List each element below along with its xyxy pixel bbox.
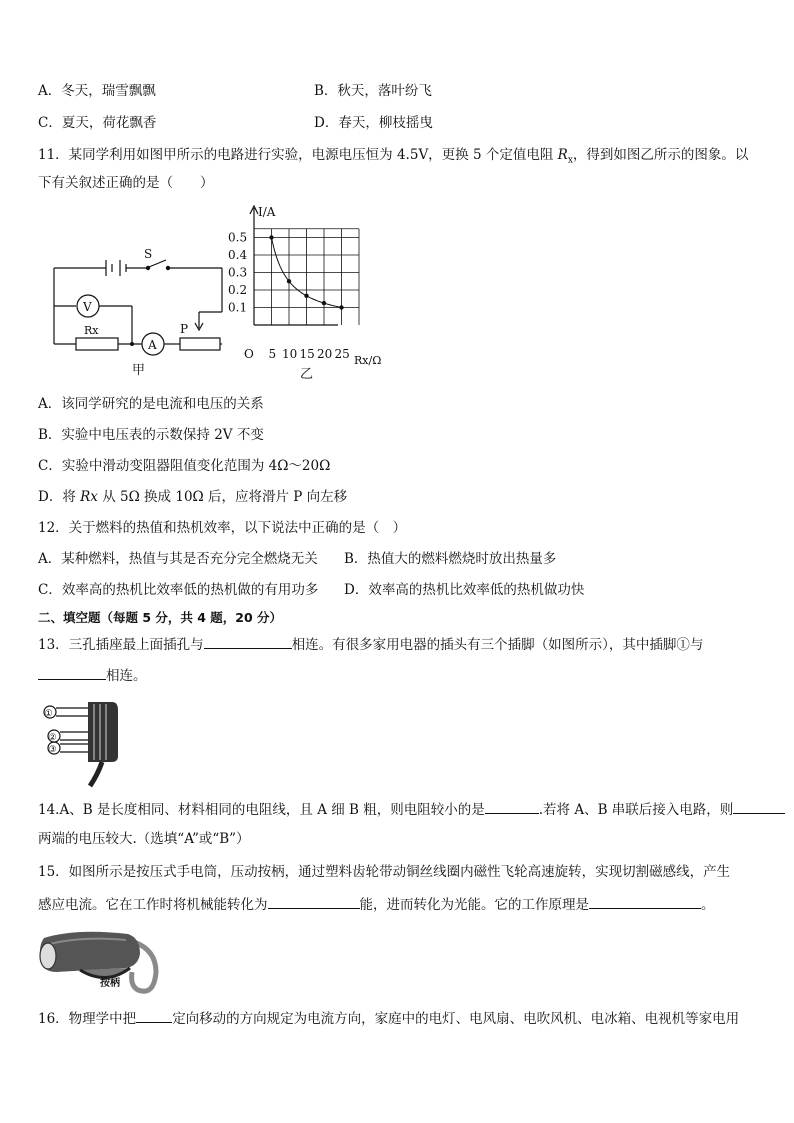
data-point (322, 301, 326, 305)
q11-stem-text-end: ，得到如图乙所示的图象。以 (572, 147, 749, 163)
voltmeter-label: V (83, 300, 92, 314)
pin-3-label: ③ (48, 745, 57, 755)
q11-rx-subscript: x (567, 155, 573, 166)
flashlight-lens (40, 943, 56, 969)
graph-grid (254, 229, 359, 325)
q13-blank-2[interactable] (38, 665, 106, 680)
section-title: 二、填空题（每题 5 分，共 4 题，20 分） (38, 610, 283, 625)
resistor-rx (76, 338, 118, 350)
current-resistance-graph (226, 200, 396, 380)
q15-blank-1[interactable] (268, 894, 360, 909)
q16-stem (38, 1008, 739, 1029)
circuit-diagram (46, 240, 236, 380)
q10-option-b: B．秋天，落叶纷飞 (314, 83, 432, 99)
data-point (287, 279, 291, 283)
q13-text-line2: 相连。 (106, 668, 147, 684)
q13-text: 13．三孔插座最上面插孔与 (38, 637, 204, 653)
q16-text: 16．物理学中把 (38, 1011, 137, 1027)
q15-text-end: 。 (701, 897, 715, 913)
q14-stem-line1 (38, 799, 785, 820)
q16-blank-1[interactable] (136, 1008, 172, 1023)
y-tick-label: 0.5 (228, 230, 248, 245)
q14-blank-2[interactable] (733, 799, 785, 814)
q11-stem-line1 (38, 145, 748, 171)
q11-option-d-text-end: 从 5Ω 换成 10Ω 后，应将滑片 P 向左移 (97, 489, 348, 505)
q12-option-c: C．效率高的热机比效率低的热机做的有用功多 (38, 582, 319, 598)
x-tick-label: 20 (317, 347, 333, 361)
origin-label: O (244, 347, 254, 361)
y-tick-label: 0.3 (228, 265, 248, 280)
q13-stem-line2 (38, 665, 147, 686)
ammeter-label: A (148, 338, 157, 352)
q12-option-d: D．效率高的热机比效率低的热机做功快 (344, 582, 585, 598)
q12-option-b: B．热值大的燃料燃烧时放出热量多 (344, 551, 557, 567)
q10-option-a: A．冬天，瑞雪飘飘 (38, 83, 156, 99)
q13-stem-line1 (38, 634, 703, 655)
y-tick-label: 0.4 (228, 248, 248, 262)
q11-option-c: C．实验中滑动变阻器阻值变化范围为 4Ω～20Ω (38, 458, 331, 474)
pin-1-label: ① (44, 709, 53, 719)
q10-option-d: D．春天，柳枝摇曳 (314, 115, 433, 131)
plug-body (88, 702, 118, 762)
q12-stem: 12．关于燃料的热值和热机效率，以下说法中正确的是（ ） (38, 520, 407, 536)
handle-label: 按柄 (100, 978, 120, 989)
data-point (304, 294, 308, 298)
q15-text: 感应电流。它在工作时将机械能转化为 (38, 897, 268, 913)
resistor-label: Rx (84, 324, 99, 337)
q15-stem-line2 (38, 894, 715, 915)
q11-stem-text: 11．某同学利用如图甲所示的电路进行实验，电源电压恒为 4.5V，更换 5 个定值电阻 (38, 147, 558, 163)
data-point (269, 235, 273, 239)
x-axis-label: Rx/Ω (354, 354, 382, 367)
x-tick-label: 15 (299, 347, 315, 361)
hand-press-flashlight-image (36, 924, 166, 1002)
x-tick-label: 5 (268, 347, 277, 361)
q14-blank-1[interactable] (485, 799, 539, 814)
q11-stem-line2: 下有关叙述正确的是（ ） (38, 175, 214, 191)
circuit-caption: 甲 (132, 363, 146, 378)
x-tick-label: 25 (334, 347, 350, 361)
q14-stem-line2: 两端的电压较大.（选填“A”或“B”） (38, 831, 250, 847)
y-tick-label: 0.2 (228, 283, 248, 297)
pin-2-label: ② (48, 733, 57, 743)
q11-rx-symbol: R (557, 147, 568, 163)
three-pin-plug-image (40, 698, 130, 790)
q13-blank-1[interactable] (204, 634, 292, 649)
q11-option-d-rx: Rx (80, 489, 98, 505)
q13-text-end: 相连。有很多家用电器的插头有三个插脚（如图所示），其中插脚①与 (291, 637, 704, 653)
y-axis-label: I/A (258, 205, 276, 219)
q11-option-a: A．该同学研究的是电流和电压的关系 (38, 396, 264, 412)
q15-stem-line1: 15．如图所示是按压式手电筒，压动按柄，通过塑料齿轮带动铜丝线圈内磁性飞轮高速旋转，实现切割磁感线，产生 (38, 864, 731, 880)
plug-cord (90, 762, 102, 786)
x-tick-label: 10 (282, 347, 298, 361)
rheostat (180, 338, 220, 350)
q11-option-d (38, 487, 347, 507)
switch-label: S (144, 247, 153, 261)
q12-option-a: A．某种燃料，热值与其是否充分完全燃烧无关 (38, 551, 318, 567)
q11-option-b: B．实验中电压表的示数保持 2V 不变 (38, 427, 264, 443)
q10-option-c: C．夏天，荷花飘香 (38, 115, 157, 131)
y-tick-label: 0.1 (228, 300, 248, 315)
graph-caption: 乙 (300, 367, 314, 380)
q14-text-mid: .若将 A、B 串联后接入电路，则 (538, 802, 734, 818)
q15-blank-2[interactable] (589, 894, 701, 909)
q14-text: 14.A、B 是长度相同、材料相同的电阻线，且 A 细 B 粗，则电阻较小的是 (38, 802, 485, 818)
slider-label: P (180, 322, 189, 336)
q15-text-mid: 能，进而转化为光能。它的工作原理是 (359, 897, 589, 913)
q11-option-d-text: D．将 (38, 489, 81, 505)
q16-text-end: 定向移动的方向规定为电流方向，家庭中的电灯、电风扇、电吹风机、电冰箱、电视机等家电用 (172, 1011, 740, 1027)
data-point (339, 305, 343, 309)
switch-blade (149, 260, 166, 267)
